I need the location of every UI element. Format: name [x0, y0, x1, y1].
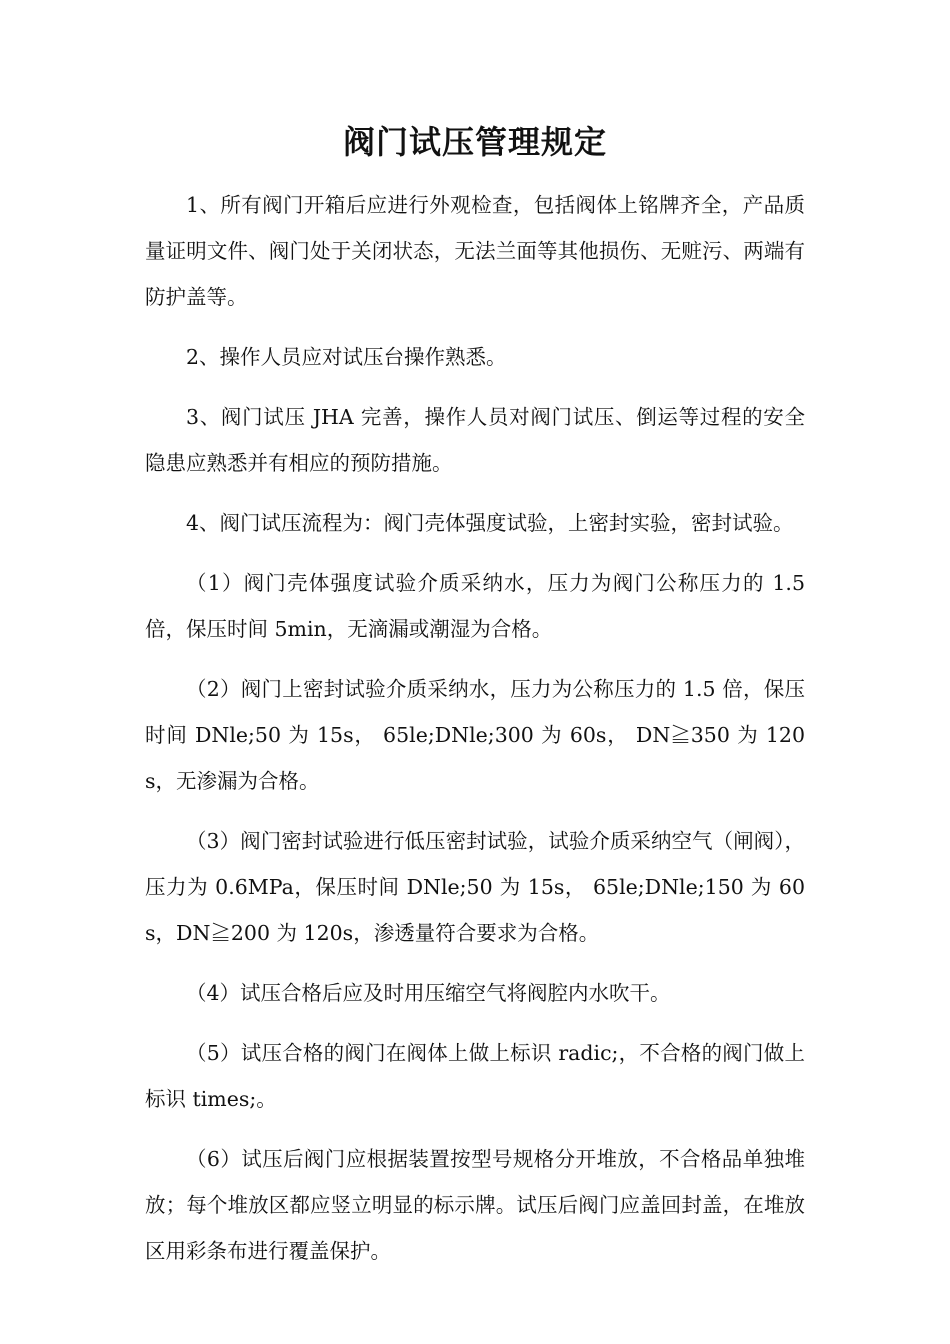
paragraph-4: 4、阀门试压流程为：阀门壳体强度试验，上密封实验，密封试验。: [186, 511, 794, 535]
document-body: [145, 182, 805, 1288]
paragraph-1: 1、所有阀门开箱后应进行外观检查，包括阀体上铭牌齐全，产品质量证明文件、阀门处于关闭状态，无法兰面等其他损伤、无赃污、两端有防护盖等。: [145, 193, 805, 309]
paragraph-3: 3、阀门试压 JHA 完善，操作人员对阀门试压、倒运等过程的安全隐患应熟悉并有相应的预防措施。: [145, 405, 805, 475]
paragraph-4-2: （2）阀门上密封试验介质采纳水，压力为公称压力的 1.5 倍，保压时间 DNle;50 为 15s， 65le;DNle;300 为 60s， DN≧350 为 120s，无渗漏为合格。: [145, 677, 805, 793]
document-title: 阀门试压管理规定: [342, 123, 607, 161]
paragraph-4-1: （1）阀门壳体强度试验介质采纳水，压力为阀门公称压力的 1.5 倍，保压时间 5min，无滴漏或潮湿为合格。: [145, 571, 805, 641]
paragraph-4-6: （6）试压后阀门应根据装置按型号规格分开堆放，不合格品单独堆放；每个堆放区都应竖立明显的标示牌。试压后阀门应盖回封盖，在堆放区用彩条布进行覆盖保护。: [145, 1147, 805, 1263]
paragraph-4-4: （4）试压合格后应及时用压缩空气将阀腔内水吹干。: [186, 981, 671, 1005]
paragraph-4-3: （3）阀门密封试验进行低压密封试验，试验介质采纳空气（闸阀），压力为 0.6MPa，保压时间 DNle;50 为 15s， 65le;DNle;150 为 60s，DN≧200 为 120s，渗透量符合要求为合格。: [145, 829, 805, 945]
paragraph-4-5: （5）试压合格的阀门在阀体上做上标识 radic;，不合格的阀门做上标识 times;。: [145, 1041, 805, 1111]
paragraph-2: 2、操作人员应对试压台操作熟悉。: [186, 345, 507, 369]
